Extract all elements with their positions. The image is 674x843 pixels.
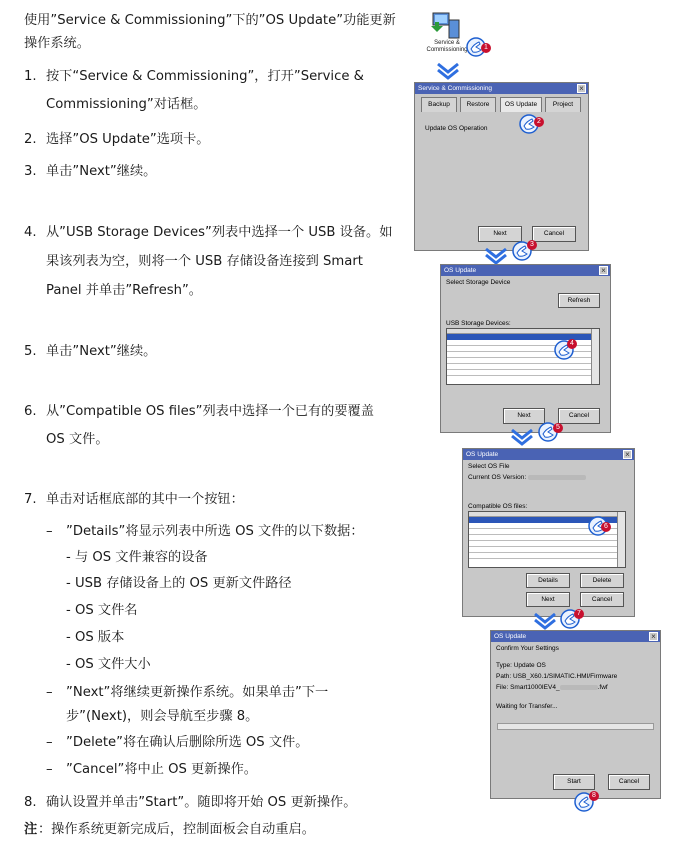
step-4-line-3: Panel 并单击”Refresh”。: [46, 283, 202, 298]
intro-line-2: 操作系统。: [24, 36, 90, 51]
cancel-button[interactable]: Cancel: [580, 592, 624, 607]
step-1-line-2: Commissioning”对话框。: [46, 97, 207, 112]
icon-label-2: Commissioning: [426, 47, 468, 53]
callout-5: 5: [553, 423, 563, 433]
refresh-button[interactable]: Refresh: [558, 293, 600, 308]
step-8-number: 8.: [24, 795, 37, 810]
step-6-line-1: 从”Compatible OS files”列表中选择一个已有的要覆盖: [46, 404, 374, 419]
cancel-button[interactable]: Cancel: [608, 774, 650, 790]
next-button[interactable]: Next: [526, 592, 570, 607]
delete-button[interactable]: Delete: [580, 573, 624, 588]
list-item[interactable]: [469, 554, 617, 559]
step-7-details: ”Details”将显示列表中所选 OS 文件的以下数据：: [66, 524, 364, 539]
down-arrow-icon: [483, 247, 509, 263]
step-7-cancel: ”Cancel”将中止 OS 更新操作。: [66, 762, 257, 777]
callout-2: 2: [534, 117, 544, 127]
step-4-number: 4.: [24, 225, 37, 240]
step-2-number: 2.: [24, 132, 37, 147]
step-5-number: 5.: [24, 344, 37, 359]
tab-restore[interactable]: Restore: [460, 97, 496, 112]
step-7-dash-2: –: [46, 685, 53, 700]
tab-os-update[interactable]: OS Update: [500, 97, 542, 112]
transfer-progress-bar: [497, 723, 654, 730]
close-icon[interactable]: ×: [623, 450, 632, 459]
note-label: 注: [24, 822, 38, 837]
select-os-file-dialog: [462, 448, 635, 617]
next-button[interactable]: Next: [503, 408, 545, 424]
computer-update-icon: [425, 10, 469, 40]
callout-3: 3: [527, 240, 537, 250]
list-scrollbar[interactable]: [591, 329, 599, 384]
current-os-version-label: Current OS Version:: [468, 474, 586, 481]
step-6-number: 6.: [24, 404, 37, 419]
icon-label-1: Service &: [434, 40, 460, 46]
callout-1: 1: [481, 43, 491, 53]
callout-4: 4: [567, 339, 577, 349]
note-text: ：操作系统更新完成后，控制面板会自动重启。: [38, 822, 315, 837]
tab-project[interactable]: Project: [545, 97, 581, 112]
step-7-number: 7.: [24, 492, 37, 507]
compatible-os-files-label: Compatible OS files:: [468, 503, 528, 510]
dialog-4-title: OS Update: [491, 631, 660, 642]
select-storage-device-dialog: [440, 264, 611, 433]
list-item[interactable]: [447, 371, 591, 376]
step-7-dash-1: –: [46, 524, 53, 539]
step-4-line-1: 从”USB Storage Devices”列表中选择一个 USB 设备。如: [46, 225, 393, 240]
tab-backup[interactable]: Backup: [421, 97, 457, 112]
callout-6: 6: [601, 522, 611, 532]
list-item[interactable]: [469, 548, 617, 553]
service-commissioning-dialog: [414, 82, 589, 251]
dialog-2-title: OS Update: [441, 265, 610, 276]
down-arrow-icon: [532, 612, 558, 628]
step-1-line-1: 按下“Service & Commissioning”，打开”Service &: [46, 69, 364, 84]
usb-storage-devices-label: USB Storage Devices:: [446, 320, 511, 327]
list-scrollbar[interactable]: [617, 512, 625, 567]
intro-line-1: 使用”Service & Commissioning”下的”OS Update”功能更新: [24, 13, 396, 28]
dialog-3-title: OS Update: [463, 449, 634, 460]
confirm-settings-dialog: [490, 630, 661, 799]
select-os-file-label: Select OS File: [468, 463, 510, 470]
redacted-file-version: [560, 685, 598, 690]
update-os-operation-label: Update OS Operation: [425, 125, 488, 132]
next-button[interactable]: Next: [478, 226, 522, 242]
down-arrow-icon: [435, 62, 461, 78]
redacted-version: [528, 475, 586, 480]
step-7-delete: ”Delete”将在确认后删除所选 OS 文件。: [66, 735, 309, 750]
confirm-settings-label: Confirm Your Settings: [496, 645, 559, 652]
step-7-dash-3: –: [46, 735, 53, 750]
detail-item-2: - USB 存储设备上的 OS 更新文件路径: [66, 576, 292, 591]
step-8-line-1: 确认设置并单击”Start”。随即将开始 OS 更新操作。: [46, 795, 357, 810]
step-7-next-line-1: ”Next”将继续更新操作系统。如果单击”下一: [66, 685, 329, 700]
step-2-line-1: 选择”OS Update”选项卡。: [46, 132, 210, 147]
cancel-button[interactable]: Cancel: [558, 408, 600, 424]
step-7-dash-4: –: [46, 762, 53, 777]
step-7-line-1: 单击对话框底部的其中一个按钮：: [46, 492, 244, 507]
step-7-next-line-2: 步”(Next)，则会导航至步骤 8。: [66, 709, 259, 724]
step-4-line-2: 果该列表为空，则将一个 USB 存储设备连接到 Smart: [46, 254, 363, 269]
service-commissioning-icon[interactable]: [425, 10, 469, 58]
close-icon[interactable]: ×: [577, 84, 586, 93]
path-label: Path: USB_X60.1/SIMATIC.HMI/Firmware: [496, 673, 618, 680]
cancel-button[interactable]: Cancel: [532, 226, 576, 242]
file-label: File: Smart1000IEV4_ .fwf: [496, 684, 608, 691]
list-item[interactable]: [469, 542, 617, 547]
usb-storage-devices-list[interactable]: [446, 328, 600, 385]
step-3-line-1: 单击”Next”继续。: [46, 164, 157, 179]
list-item[interactable]: [447, 365, 591, 370]
detail-item-1: - 与 OS 文件兼容的设备: [66, 550, 208, 565]
down-arrow-icon: [509, 428, 535, 444]
step-3-number: 3.: [24, 164, 37, 179]
step-5-line-1: 单击”Next”继续。: [46, 344, 157, 359]
select-storage-device-label: Select Storage Device: [446, 279, 511, 286]
step-6-line-2: OS 文件。: [46, 432, 109, 447]
detail-item-3: - OS 文件名: [66, 603, 138, 618]
callout-7: 7: [574, 609, 584, 619]
detail-item-5: - OS 文件大小: [66, 657, 151, 672]
dialog-1-title: Service & Commissioning: [415, 83, 588, 94]
type-label: Type: Update OS: [496, 662, 546, 669]
detail-item-4: - OS 版本: [66, 630, 125, 645]
details-button[interactable]: Details: [526, 573, 570, 588]
waiting-for-transfer-label: Waiting for Transfer...: [496, 703, 558, 710]
step-1-number: 1.: [24, 69, 37, 84]
close-icon[interactable]: ×: [599, 266, 608, 275]
close-icon[interactable]: ×: [649, 632, 658, 641]
start-button[interactable]: Start: [553, 774, 595, 790]
callout-8: 8: [589, 791, 599, 801]
